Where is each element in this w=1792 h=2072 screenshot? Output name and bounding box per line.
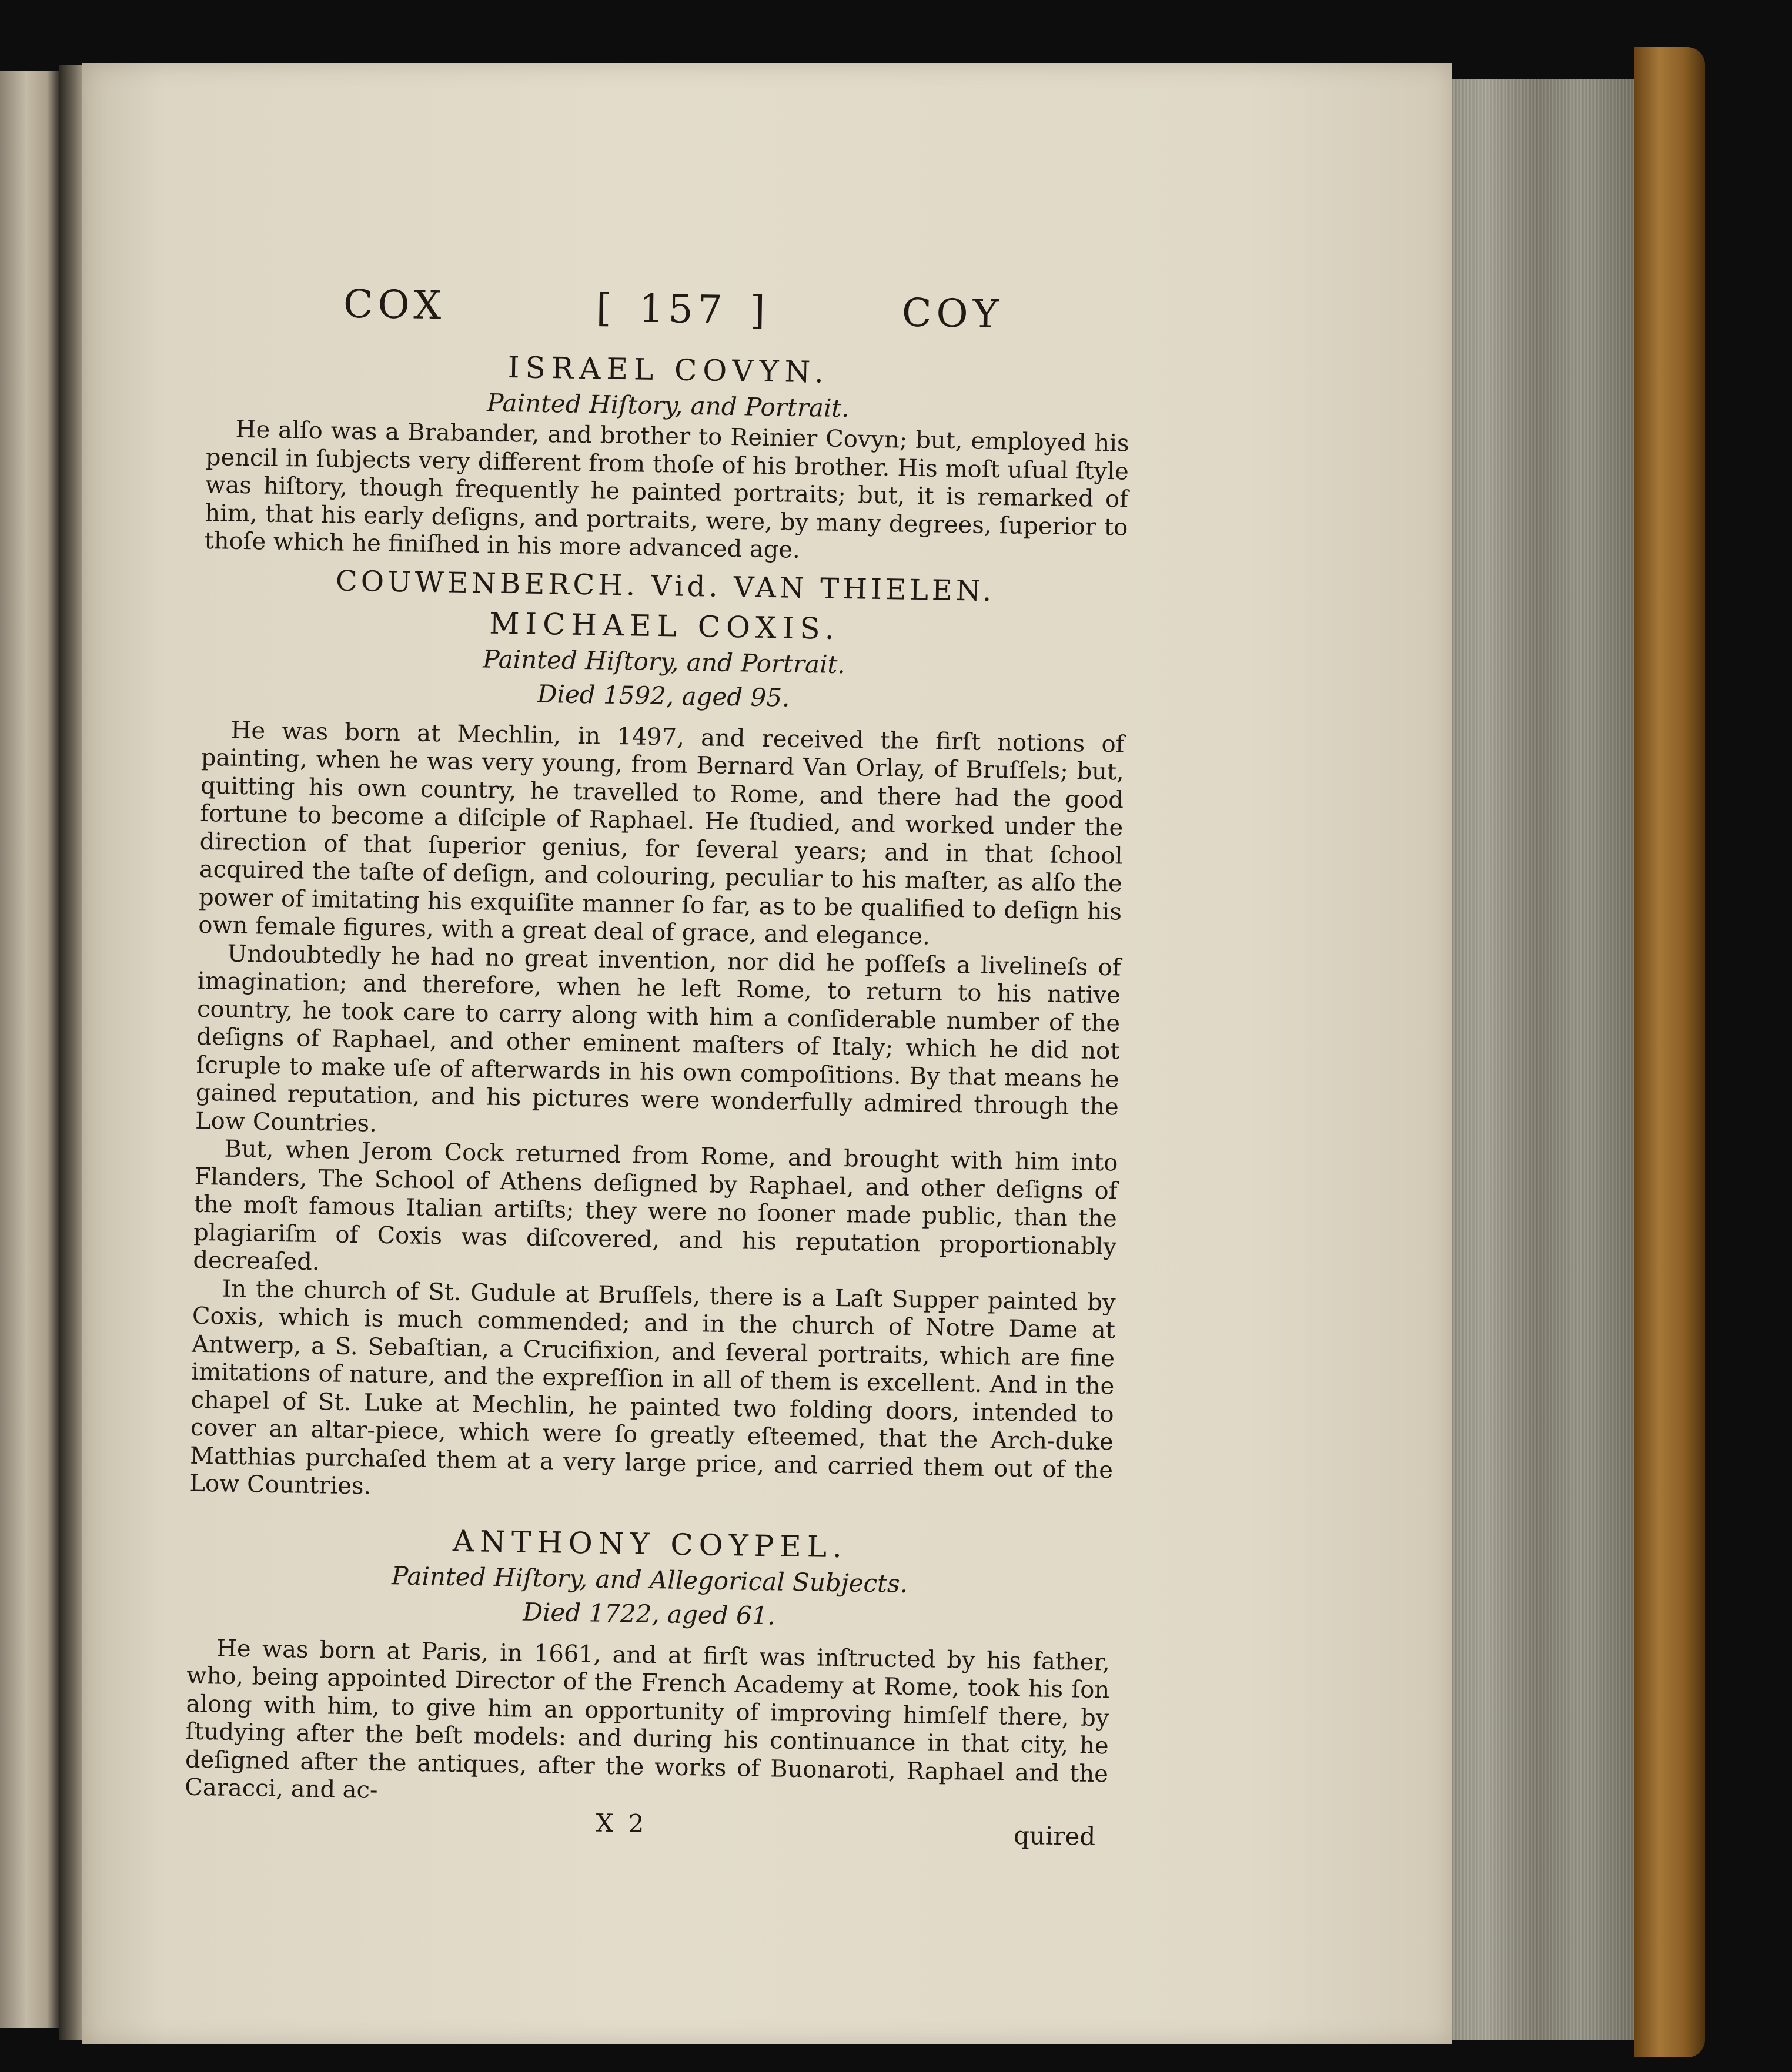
catchword: quired: [1013, 1820, 1096, 1851]
running-head: [208, 267, 1102, 352]
entry-subtitle: Painted Hiſtory, and Portrait.: [482, 644, 846, 679]
facing-page-edge: [0, 71, 59, 2028]
entry-heading: ANTHONY COYPEL.: [452, 1524, 848, 1564]
paragraph: He was born at Mechlin, in 1497, and received the firſt notions of painting, when he was very young, from Bernard Van Orlay, of Bruſſels; but, quitting his own country, he travelled to Rome, and there had the good fortune to become a diſciple of Raphael. He ſtudied, and worked under the direction of that ſuperior genius, for ſeveral years; and in that ſchool acquired the taſte of deſign, and colouring, peculiar to his maſter, as alſo the power of imitating his exquiſite manner ſo far, as to be qualified to deſign his own female figures, with a great deal of grace, and elegance.: [198, 717, 1125, 950]
paragraph: He alſo was a Brabander, and brother to Reinier Covyn; but, employed his pencil in ſubjects very different from thoſe of his brother. His moſt uſual ſtyle was hiſtory, though frequently he painted portraits; but, it is remarked of him, that his early deſigns, and portraits, were, by many degrees, ſuperior to thoſe which he finiſhed in his more advanced age.: [204, 416, 1129, 564]
leather-cover: [1634, 47, 1705, 2057]
entry-dates: Died 1592, aged 95.: [537, 679, 790, 712]
signature-mark: X 2: [596, 1808, 648, 1838]
entry-michael-coxis: [189, 600, 1126, 1512]
entry-dates: Died 1722, aged 61.: [522, 1597, 776, 1630]
running-head-left: COX: [343, 281, 447, 329]
running-head-right: COY: [901, 290, 1004, 337]
page-text: [184, 267, 1132, 1851]
entry-subtitle: Painted Hiſtory, and Allegorical Subjects.: [391, 1561, 908, 1598]
paragraph: In the church of St. Gudule at Bruſſels, there is a Laſt Supper painted by Coxis, which is much commended; and in the church of Notre Dame at Antwerp, a S. Sebaſtian, a Crucifixion, and ſeveral portraits, which are fine imitations of nature, and the expreſſion in all of them is excellent. And in the chapel of St. Luke at Mechlin, he painted two folding doors, intended to cover an altar-piece, which were ſo greatly eſteemed, that the Arch-duke Matthias purchaſed them at a very large price, and carried them out of the Low Countries.: [189, 1275, 1116, 1500]
cross-reference: COUWENBERCH. Vid. VAN THIELEN.: [335, 564, 995, 608]
entry-heading: MICHAEL COXIS.: [489, 606, 841, 646]
entry-heading: ISRAEL COVYN.: [507, 350, 830, 390]
entry-anthony-coypel: [185, 1518, 1112, 1816]
paragraph: He was born at Paris, in 1661, and at firſt was inſtructed by his father, who, being appointed Director of the French Academy at Rome, took his ſon along with him, to give him an opportunity of improving himſelf there, by ſtudying after the beſt models: and during his continuance in that city, he deſigned after the antiques, after the works of Buonaroti, Raphael and the Caracci, and ac-: [185, 1634, 1111, 1804]
page-number: [ 157 ]: [596, 285, 771, 333]
entry-subtitle: Painted Hiſtory, and Portrait.: [486, 388, 850, 423]
entry-israel-covyn: [204, 344, 1130, 570]
paragraph: But, when Jerom Cock returned from Rome, and brought with him into Flanders, The School of Athens deſigned by Raphael, and other deſigns of the moſt famous Italian artiſts; they were no ſooner made public, than the plagiariſm of Coxis was diſcovered, and his reputation proportionably decreaſed.: [193, 1135, 1118, 1276]
page-fore-edges: [1446, 79, 1646, 2040]
paragraph: Undoubtedly he had no great invention, nor did he poſſeſs a livelineſs of imagination; and therefore, when he left Rome, to return to his native country, he took care to carry along with him a conſiderable number of the deſigns of Raphael, and other eminent maſters of Italy; which he did not ſcruple to make uſe of afterwards in his own compoſitions. By that means he gained reputation, and his pictures were wonderfully admired through the Low Countries.: [195, 940, 1121, 1137]
